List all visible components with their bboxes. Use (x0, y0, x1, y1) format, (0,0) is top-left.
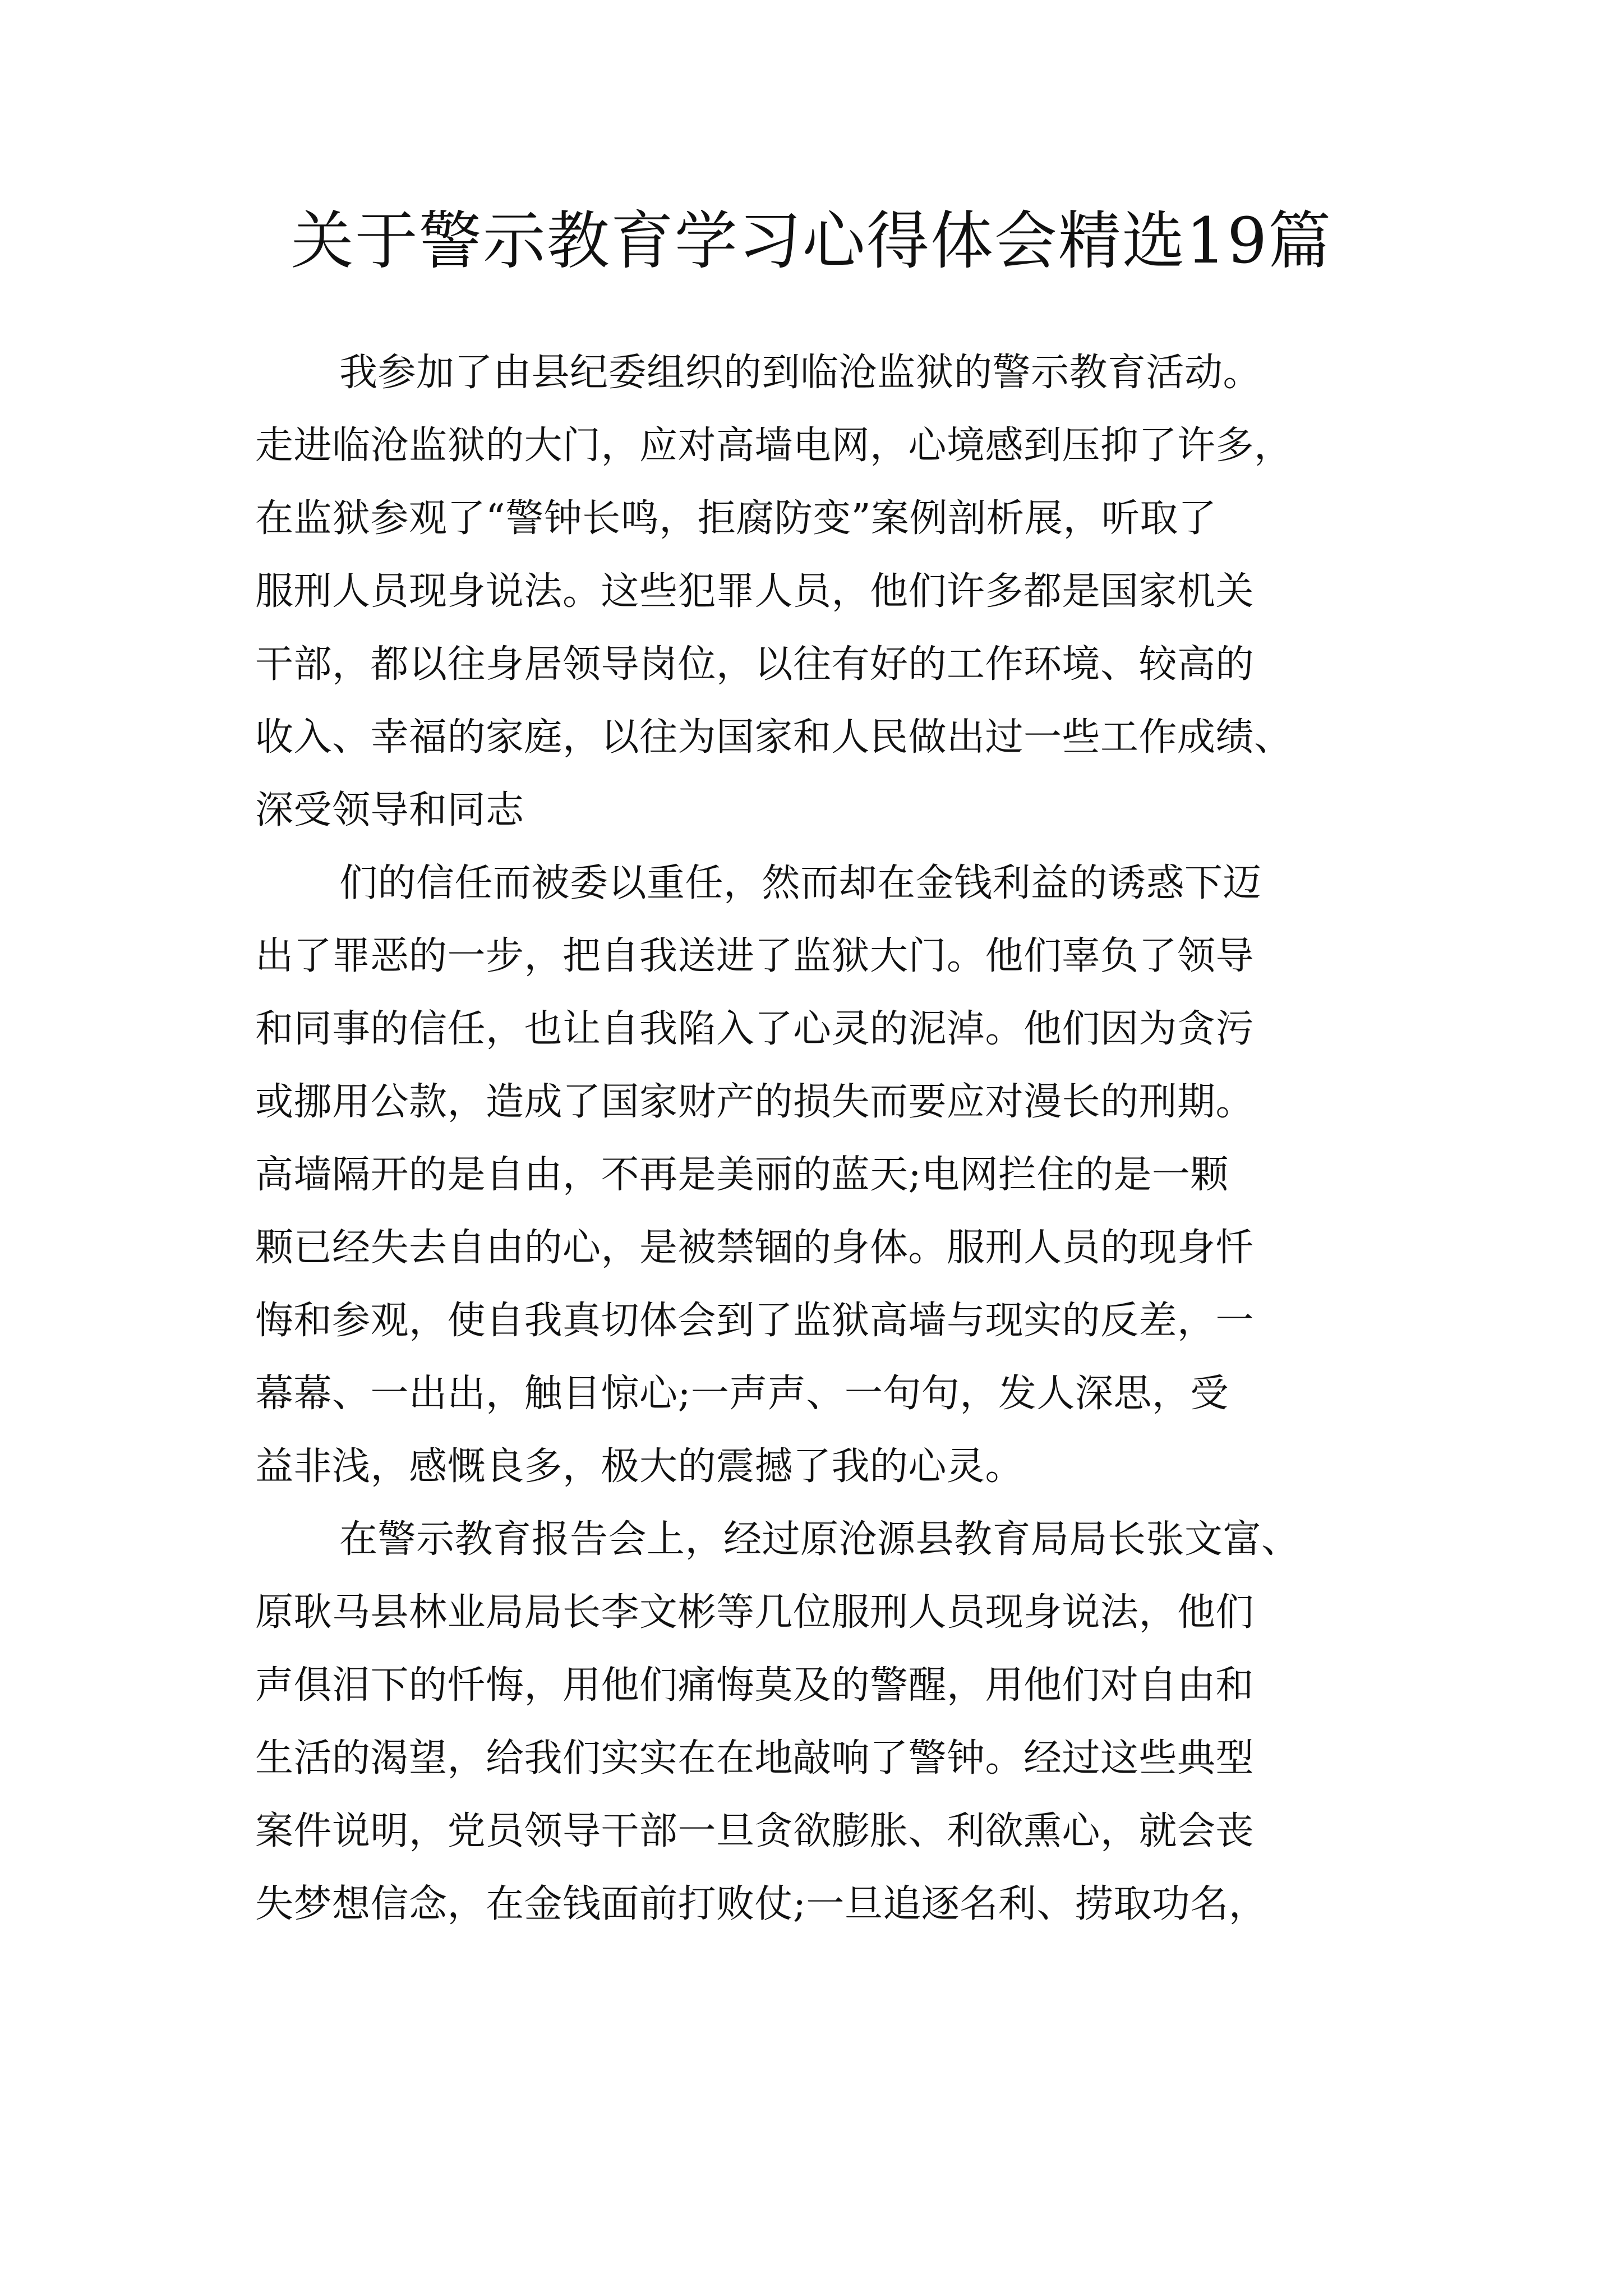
text-line: 原耿马县林业局局长李文彬等几位服刑人员现身说法，他们 (255, 1590, 1255, 1635)
text-line: 高墙隔开的是自由，不再是美丽的蓝天;电网拦住的是一颗 (255, 1153, 1229, 1197)
text-line: 生活的渴望，给我们实实在在地敲响了警钟。经过这些典型 (255, 1736, 1255, 1780)
text-line: 益非浅，感慨良多，极大的震撼了我的心灵。 (255, 1444, 1024, 1489)
text-line: 和同事的信任，也让自我陷入了心灵的泥淖。他们因为贪污 (255, 1007, 1255, 1051)
text-line: 幕幕、一出出，触目惊心;一声声、一句句，发人深思，受 (255, 1372, 1229, 1416)
text-line: 悔和参观，使自我真切体会到了监狱高墙与现实的反差，一 (255, 1299, 1255, 1343)
document-body (255, 337, 1394, 1941)
text-line: 走进临沧监狱的大门，应对高墙电网，心境感到压抑了许多， (255, 424, 1293, 468)
text-line: 深受领导和同志 (255, 788, 524, 832)
text-line: 声俱泪下的忏悔，用他们痛悔莫及的警醒，用他们对自由和 (255, 1663, 1255, 1708)
text-line: 在监狱参观了“警钟长鸣，拒腐防变”案例剖析展，听取了 (255, 496, 1217, 541)
text-line: 或挪用公款，造成了国家财产的损失而要应对漫长的刑期。 (255, 1080, 1255, 1124)
text-line: 案件说明，党员领导干部一旦贪欲膨胀、利欲熏心，就会丧 (255, 1809, 1255, 1853)
paragraph (255, 1503, 1394, 1941)
text-line: 出了罪恶的一步，把自我送进了监狱大门。他们辜负了领导 (255, 934, 1255, 978)
text-line: 颗已经失去自由的心，是被禁锢的身体。服刑人员的现身忏 (255, 1226, 1255, 1270)
text-line: 们的信任而被委以重任，然而却在金钱利益的诱惑下迈 (339, 861, 1262, 905)
text-line: 我参加了由县纪委组织的到临沧监狱的警示教育活动。 (339, 351, 1262, 395)
text-line: 失梦想信念，在金钱面前打败仗;一旦追逐名利、捞取功名， (255, 1882, 1267, 1926)
document-title: 关于警示教育学习心得体会精选19篇 (291, 205, 1332, 278)
text-line: 干部，都以往身居领导岗位，以往有好的工作环境、较高的 (255, 642, 1255, 687)
paragraph (255, 337, 1394, 847)
text-line: 在警示教育报告会上，经过原沧源县教育局局长张文富、 (339, 1517, 1300, 1562)
text-line: 服刑人员现身说法。这些犯罪人员，他们许多都是国家机关 (255, 569, 1255, 614)
text-line: 收入、幸福的家庭，以往为国家和人民做出过一些工作成绩、 (255, 715, 1293, 760)
paragraph (255, 847, 1394, 1503)
